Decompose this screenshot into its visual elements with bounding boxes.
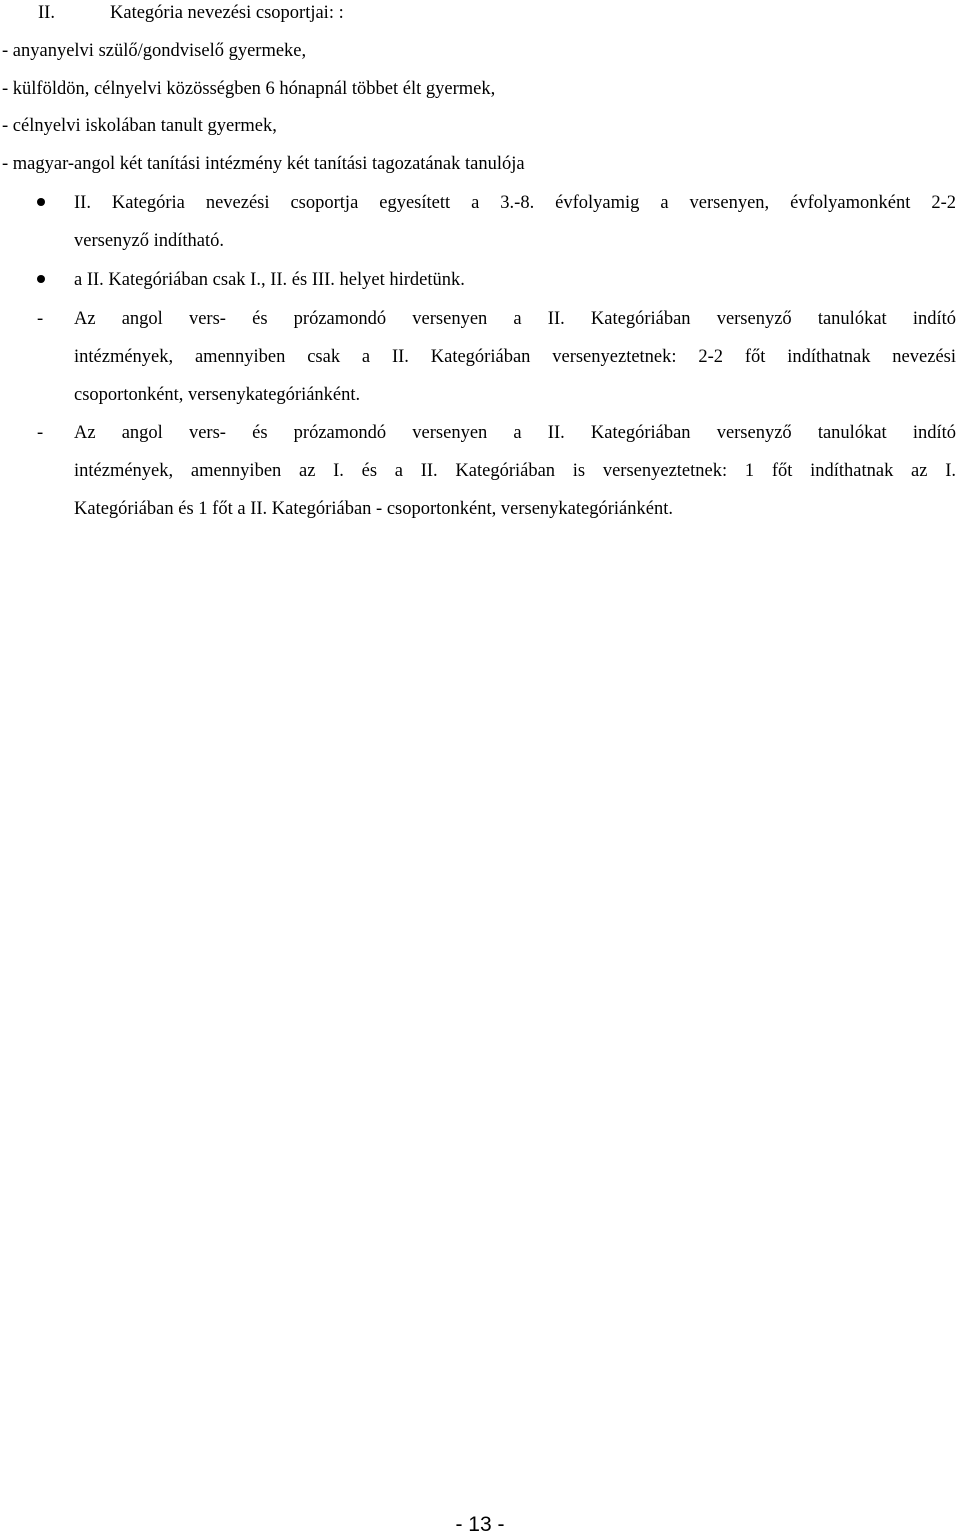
dash-marker: - [37, 309, 44, 329]
paragraph-line: intézmények, amennyiben az I. és a II. Kategóriában is versenyeztetnek: 1 főt indíthatnak az I. [74, 461, 956, 481]
paragraph-line: Az angol vers- és prózamondó versenyen a II. Kategóriában versenyző tanulókat indító [74, 309, 956, 329]
dash-marker: - [37, 423, 44, 443]
paragraph-line: intézmények, amennyiben csak a II. Kategóriában versenyeztetnek: 2-2 főt indíthatnak nevezési [74, 347, 956, 367]
heading-number: II. [38, 3, 55, 23]
paragraph-line: Kategóriában és 1 főt a II. Kategóriában - csoportonként, versenykategóriánként. [74, 499, 673, 519]
bullet-icon [37, 198, 45, 206]
list-item: - anyanyelvi szülő/gondviselő gyermeke, [2, 41, 307, 61]
heading-title: Kategória nevezési csoportjai: : [110, 3, 344, 23]
page-number: - 13 - [455, 1513, 505, 1536]
bullet-icon [37, 275, 45, 283]
bullet-line: versenyző indítható. [74, 231, 225, 251]
paragraph-line: Az angol vers- és prózamondó versenyen a II. Kategóriában versenyző tanulókat indító [74, 423, 956, 443]
list-item: - külföldön, célnyelvi közösségben 6 hónapnál többet élt gyermek, [2, 79, 496, 99]
list-item: - magyar-angol két tanítási intézmény két tanítási tagozatának tanulója [2, 154, 525, 174]
bullet-line: II. Kategória nevezési csoportja egyesített a 3.-8. évfolyamig a versenyen, évfolyamonként 2-2 [74, 193, 956, 213]
bullet-line: a II. Kategóriában csak I., II. és III. helyet hirdetünk. [74, 270, 465, 290]
list-item: - célnyelvi iskolában tanult gyermek, [2, 116, 277, 136]
paragraph-line: csoportonként, versenykategóriánként. [74, 385, 361, 405]
